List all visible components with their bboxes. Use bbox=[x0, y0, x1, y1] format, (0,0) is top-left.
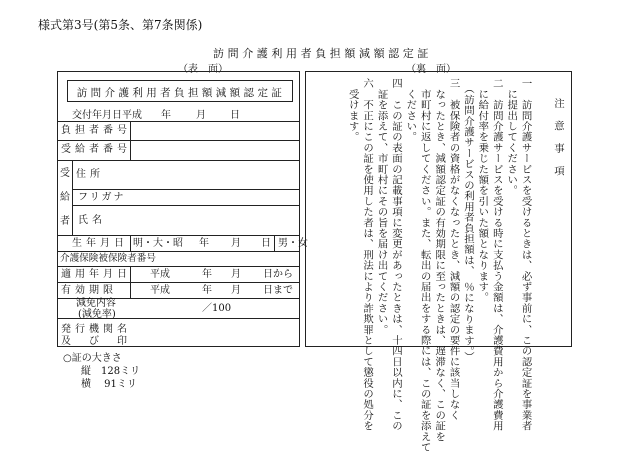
notice-line: 受けます。 bbox=[346, 78, 359, 143]
front-side-label: （表 面） bbox=[178, 64, 228, 75]
dob-month: 月 bbox=[231, 238, 241, 249]
applicable-year: 年 bbox=[202, 269, 212, 280]
form-number-label: 様式第3号(第5条、第7条関係) bbox=[38, 18, 203, 32]
recipient-side-char-1: 受 bbox=[60, 168, 70, 179]
inner-title: 訪問介護利用者負担額減額認定証 bbox=[76, 87, 286, 99]
size-note-width: 横 91ミリ bbox=[81, 379, 137, 390]
name-label: 氏名 bbox=[78, 215, 106, 226]
issue-date-era: 平成 bbox=[122, 110, 142, 121]
size-note-heading: ○証の大きさ bbox=[63, 353, 122, 364]
furigana-label: フリガナ bbox=[78, 192, 126, 203]
issuer-label-1: 発行機関名 bbox=[61, 324, 131, 335]
document-title: 訪問介護利用者負担額減額認定証 bbox=[213, 47, 432, 60]
notice-line: ください。 bbox=[404, 78, 417, 143]
valid-until: 日まで bbox=[263, 285, 293, 296]
dob-eras: 明・大・昭 bbox=[133, 238, 183, 249]
reduction-value: ／100 bbox=[202, 303, 232, 314]
reduction-label-2: (減免率) bbox=[78, 309, 116, 320]
address-label-text: 住所 bbox=[76, 169, 104, 180]
notice-line: 証を添えて、市町村にその旨を届け出てください。 bbox=[375, 78, 388, 335]
dob-label: 生年月日 bbox=[72, 238, 128, 249]
notice-line: 市町村に返してください。また、転出の届出をする際には、この証を添えて bbox=[418, 78, 431, 453]
issue-date-month: 月 bbox=[196, 110, 206, 121]
recipient-side-char-2: 給 bbox=[60, 192, 70, 203]
gender-options: 男・女 bbox=[278, 238, 308, 249]
front-form-table bbox=[57, 71, 308, 347]
applicable-month: 月 bbox=[231, 269, 241, 280]
notice-line: （訪問介護サービスの利用者負担額は、 ％になります。） bbox=[461, 78, 474, 362]
valid-period-label: 有効期限 bbox=[61, 285, 117, 296]
applicable-date-label: 適用年月日 bbox=[61, 269, 131, 280]
notice-line: 一 訪問介護サービスを受けるときは、必ず事前に、この認定証を事業者 bbox=[519, 78, 532, 432]
back-side-box bbox=[305, 71, 572, 453]
insured-number-label: 負担者番号 bbox=[61, 125, 131, 136]
recipient-side-char-3: 者 bbox=[60, 216, 70, 227]
notice-line: なったとき、減額認定証の有効期限に至ったときは、遅滞なく、この証を bbox=[433, 78, 446, 442]
dob-year: 年 bbox=[199, 238, 209, 249]
issue-date-label: 交付年月日 bbox=[72, 110, 122, 121]
address-label bbox=[76, 169, 106, 181]
valid-era: 平成 bbox=[150, 285, 170, 296]
notice-line: 二 訪問介護サービスを受ける時に支払う金額は、介護費用から介護費用 bbox=[490, 78, 503, 432]
insurer-number-label: 介護保険被保険者番号 bbox=[60, 253, 156, 264]
applicable-era: 平成 bbox=[150, 269, 170, 280]
notice-line: 四 この証の表面の記載事項に変更があったときは、十四日以内に、この bbox=[389, 78, 402, 432]
notice-line: に提出してください。 bbox=[505, 78, 518, 196]
applicable-from: 日から bbox=[263, 269, 293, 280]
valid-month: 月 bbox=[231, 285, 241, 296]
back-notes-vertical bbox=[345, 78, 565, 453]
valid-year: 年 bbox=[202, 285, 212, 296]
issuer-label-2: 及び印 bbox=[61, 336, 145, 347]
recipient-number-label: 受給者番号 bbox=[61, 144, 131, 155]
issue-date-year: 年 bbox=[161, 110, 171, 121]
size-note-length: 縦 128ミリ bbox=[81, 366, 141, 377]
notice-line: 六 不正にこの証を使用した者は、刑法により詐欺罪として懲役の処分を bbox=[361, 78, 374, 432]
dob-day: 日 bbox=[261, 238, 271, 249]
issue-date-day: 日 bbox=[230, 110, 240, 121]
notice-line: 三 被保険者の資格がなくなったとき、減額の認定の要件に該当しなく bbox=[447, 78, 460, 421]
notice-title: 注意事項 bbox=[552, 98, 564, 188]
size-note bbox=[63, 352, 140, 391]
notice-line: に給付率を乗じた額を引いた額となります。 bbox=[476, 78, 489, 303]
back-side-label: （裏 面） bbox=[406, 64, 456, 75]
reduction-label-1: 減免内容 bbox=[76, 298, 116, 309]
inner-title-box bbox=[67, 80, 293, 102]
